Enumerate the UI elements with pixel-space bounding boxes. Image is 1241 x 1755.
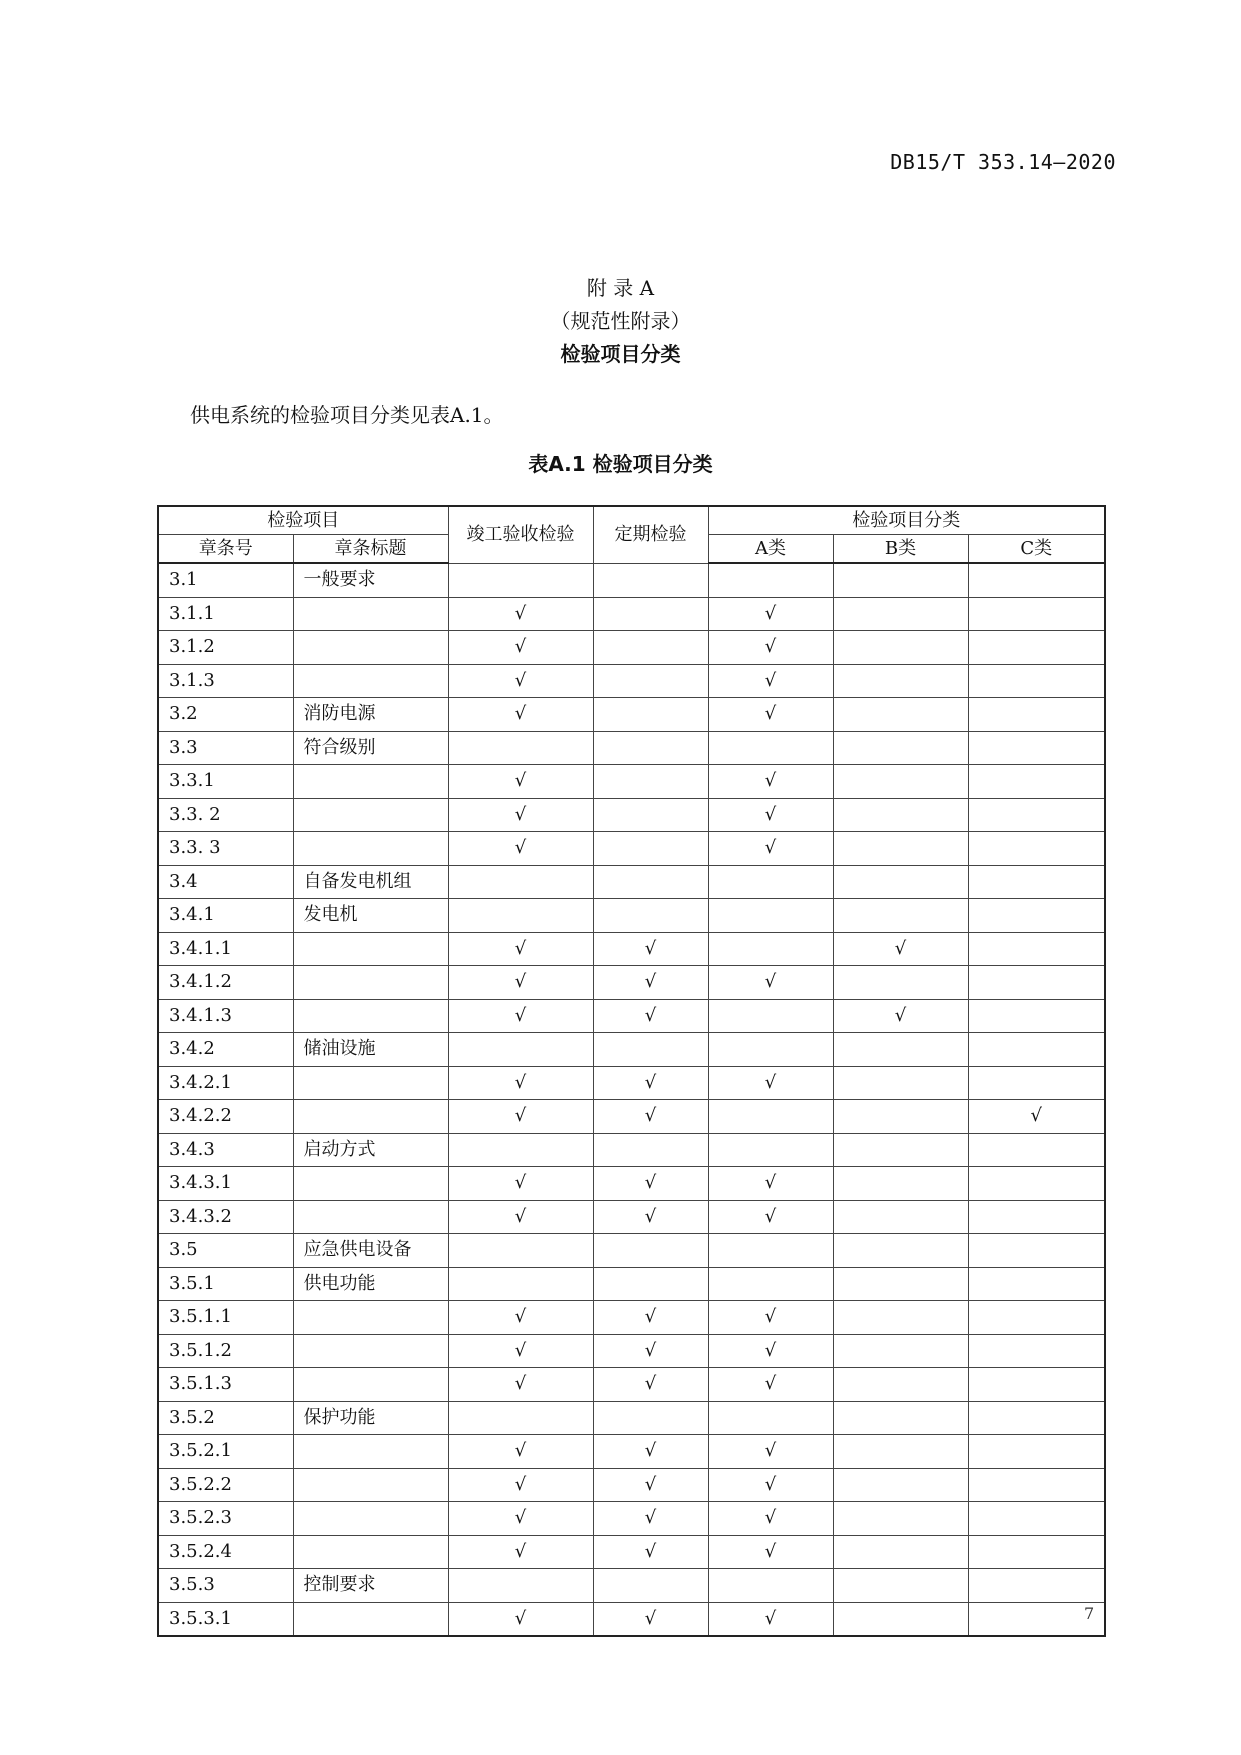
cell-chapter-number: 3.5 [158,1234,293,1268]
cell-chapter-title [293,1602,448,1636]
cell-chapter-title [293,798,448,832]
cell-category-a-check [708,865,833,899]
header-category-b: B类 [833,535,968,564]
cell-category-b-check [833,1502,968,1536]
cell-category-c-check [968,1066,1105,1100]
cell-completion-check: √ [448,1468,593,1502]
cell-category-a-check [708,1234,833,1268]
cell-chapter-number: 3.4.3 [158,1133,293,1167]
table-row [158,664,1105,698]
cell-chapter-number: 3.3.1 [158,765,293,799]
cell-category-a-check: √ [708,698,833,732]
cell-chapter-number: 3.4.1.1 [158,932,293,966]
cell-category-c-check [968,1234,1105,1268]
cell-category-b-check [833,832,968,866]
cell-chapter-number: 3.5.2 [158,1401,293,1435]
table-row [158,765,1105,799]
cell-category-c-check [968,698,1105,732]
table-row [158,1368,1105,1402]
cell-category-c-check [968,765,1105,799]
cell-periodic-check [593,698,708,732]
cell-chapter-number: 3.4.1 [158,899,293,933]
cell-category-b-check [833,563,968,597]
cell-chapter-number: 3.3. 2 [158,798,293,832]
cell-category-a-check [708,1401,833,1435]
header-category-a: A类 [708,535,833,564]
cell-completion-check: √ [448,1200,593,1234]
table-caption: 表A.1 检验项目分类 [528,452,713,476]
cell-chapter-title [293,1435,448,1469]
cell-completion-check: √ [448,698,593,732]
table-row [158,1401,1105,1435]
cell-periodic-check: √ [593,1602,708,1636]
cell-category-b-check [833,765,968,799]
cell-category-b-check [833,631,968,665]
cell-category-a-check: √ [708,1368,833,1402]
header-category-c: C类 [968,535,1105,564]
cell-chapter-title [293,631,448,665]
cell-chapter-title [293,999,448,1033]
cell-category-b-check [833,664,968,698]
cell-completion-check: √ [448,932,593,966]
cell-chapter-number: 3.4.3.2 [158,1200,293,1234]
appendix-label: 附 录 A [586,276,655,300]
cell-category-a-check: √ [708,664,833,698]
header-category-group: 检验项目分类 [708,506,1105,535]
cell-periodic-check: √ [593,932,708,966]
cell-category-c-check [968,1401,1105,1435]
cell-chapter-number: 3.5.1 [158,1267,293,1301]
cell-periodic-check [593,597,708,631]
cell-periodic-check: √ [593,1301,708,1335]
cell-completion-check: √ [448,832,593,866]
cell-category-a-check [708,999,833,1033]
cell-chapter-title [293,932,448,966]
cell-periodic-check: √ [593,966,708,1000]
cell-category-a-check: √ [708,765,833,799]
cell-category-c-check [968,832,1105,866]
cell-chapter-title [293,597,448,631]
cell-category-c-check [968,664,1105,698]
cell-completion-check [448,865,593,899]
cell-periodic-check: √ [593,1334,708,1368]
cell-category-c-check [968,999,1105,1033]
table-row [158,899,1105,933]
table-row [158,597,1105,631]
cell-chapter-number: 3.1.2 [158,631,293,665]
cell-chapter-number: 3.3. 3 [158,832,293,866]
cell-category-a-check: √ [708,1435,833,1469]
cell-category-c-check [968,1435,1105,1469]
cell-chapter-title [293,1167,448,1201]
cell-chapter-number: 3.5.1.1 [158,1301,293,1335]
cell-category-c-check [968,1535,1105,1569]
cell-category-b-check [833,1569,968,1603]
cell-completion-check: √ [448,631,593,665]
cell-completion-check: √ [448,1100,593,1134]
cell-completion-check: √ [448,966,593,1000]
inspection-classification-table [157,505,1106,1637]
cell-periodic-check [593,631,708,665]
cell-periodic-check: √ [593,1368,708,1402]
cell-completion-check: √ [448,1301,593,1335]
cell-periodic-check [593,1401,708,1435]
cell-chapter-title [293,832,448,866]
table-row [158,1602,1105,1636]
table-row [158,1133,1105,1167]
cell-category-b-check [833,698,968,732]
cell-category-c-check [968,1200,1105,1234]
cell-category-b-check [833,798,968,832]
cell-completion-check: √ [448,999,593,1033]
cell-chapter-number: 3.4.2.1 [158,1066,293,1100]
cell-completion-check: √ [448,597,593,631]
cell-chapter-title [293,966,448,1000]
cell-category-c-check [968,1301,1105,1335]
cell-chapter-title: 储油设施 [293,1033,448,1067]
cell-category-a-check: √ [708,1066,833,1100]
table-row [158,563,1105,597]
cell-chapter-title [293,664,448,698]
cell-chapter-title [293,1468,448,1502]
cell-chapter-title [293,1066,448,1100]
cell-category-b-check [833,899,968,933]
cell-periodic-check: √ [593,1066,708,1100]
cell-category-b-check [833,1200,968,1234]
cell-chapter-number: 3.4.1.2 [158,966,293,1000]
cell-chapter-title: 启动方式 [293,1133,448,1167]
table-row [158,1167,1105,1201]
cell-chapter-title: 保护功能 [293,1401,448,1435]
cell-completion-check: √ [448,664,593,698]
cell-completion-check [448,1033,593,1067]
cell-category-a-check: √ [708,1301,833,1335]
table-row [158,1066,1105,1100]
cell-chapter-number: 3.1.1 [158,597,293,631]
cell-periodic-check [593,1267,708,1301]
table-row [158,1100,1105,1134]
cell-completion-check: √ [448,1435,593,1469]
cell-periodic-check: √ [593,999,708,1033]
cell-category-b-check [833,1334,968,1368]
cell-chapter-title: 符合级别 [293,731,448,765]
cell-completion-check: √ [448,1167,593,1201]
cell-completion-check [448,1234,593,1268]
cell-periodic-check [593,1133,708,1167]
header-periodic-inspection: 定期检验 [593,506,708,563]
cell-completion-check [448,1267,593,1301]
cell-category-b-check [833,1602,968,1636]
cell-category-a-check: √ [708,1468,833,1502]
cell-periodic-check: √ [593,1468,708,1502]
cell-category-a-check: √ [708,1200,833,1234]
cell-category-b-check [833,1535,968,1569]
cell-category-c-check [968,798,1105,832]
cell-category-a-check [708,563,833,597]
cell-chapter-number: 3.4.1.3 [158,999,293,1033]
header-chapter-number: 章条号 [158,535,293,564]
cell-category-b-check [833,1100,968,1134]
cell-category-b-check [833,966,968,1000]
cell-chapter-title [293,1334,448,1368]
table-row [158,798,1105,832]
cell-category-a-check: √ [708,597,833,631]
header-chapter-title: 章条标题 [293,535,448,564]
cell-periodic-check [593,1033,708,1067]
cell-category-c-check [968,865,1105,899]
cell-periodic-check [593,664,708,698]
table-row [158,1234,1105,1268]
cell-completion-check [448,731,593,765]
cell-chapter-title: 一般要求 [293,563,448,597]
table-row [158,1569,1105,1603]
table-row [158,631,1105,665]
cell-completion-check: √ [448,1066,593,1100]
cell-category-a-check: √ [708,1502,833,1536]
table-body [158,563,1105,1636]
cell-category-b-check [833,597,968,631]
cell-category-b-check [833,1167,968,1201]
cell-chapter-title [293,1502,448,1536]
cell-category-c-check [968,899,1105,933]
cell-category-c-check [968,1033,1105,1067]
table-row [158,1334,1105,1368]
cell-chapter-title: 发电机 [293,899,448,933]
cell-chapter-title [293,1535,448,1569]
cell-periodic-check: √ [593,1167,708,1201]
cell-completion-check: √ [448,798,593,832]
cell-category-a-check [708,731,833,765]
cell-category-c-check [968,631,1105,665]
cell-category-c-check [968,1569,1105,1603]
cell-chapter-number: 3.5.2.2 [158,1468,293,1502]
cell-category-c-check [968,1167,1105,1201]
cell-category-c-check [968,731,1105,765]
cell-category-a-check [708,1133,833,1167]
cell-chapter-number: 3.5.1.2 [158,1334,293,1368]
cell-category-c-check [968,1267,1105,1301]
cell-completion-check: √ [448,1602,593,1636]
cell-category-c-check [968,932,1105,966]
cell-completion-check: √ [448,1535,593,1569]
cell-category-b-check [833,1267,968,1301]
cell-chapter-number: 3.5.2.3 [158,1502,293,1536]
cell-category-a-check [708,1569,833,1603]
cell-chapter-title [293,1100,448,1134]
cell-chapter-title: 控制要求 [293,1569,448,1603]
table-row [158,1468,1105,1502]
table-row [158,1033,1105,1067]
cell-category-a-check: √ [708,798,833,832]
cell-chapter-title: 应急供电设备 [293,1234,448,1268]
cell-periodic-check [593,899,708,933]
cell-periodic-check [593,1234,708,1268]
cell-chapter-number: 3.3 [158,731,293,765]
cell-chapter-number: 3.5.1.3 [158,1368,293,1402]
cell-category-c-check [968,597,1105,631]
cell-category-a-check: √ [708,631,833,665]
cell-completion-check: √ [448,1368,593,1402]
cell-chapter-number: 3.5.3.1 [158,1602,293,1636]
cell-periodic-check [593,731,708,765]
cell-category-a-check: √ [708,1334,833,1368]
cell-category-b-check [833,1368,968,1402]
cell-category-a-check: √ [708,832,833,866]
cell-category-c-check [968,563,1105,597]
cell-chapter-title [293,765,448,799]
cell-category-c-check [968,1468,1105,1502]
cell-periodic-check: √ [593,1100,708,1134]
cell-chapter-title [293,1200,448,1234]
cell-category-a-check [708,1267,833,1301]
cell-category-b-check [833,865,968,899]
cell-periodic-check: √ [593,1435,708,1469]
cell-chapter-title [293,1368,448,1402]
cell-category-c-check [968,1334,1105,1368]
cell-category-c-check: √ [968,1100,1105,1134]
cell-chapter-number: 3.5.2.4 [158,1535,293,1569]
cell-chapter-title [293,1301,448,1335]
table-row [158,1502,1105,1536]
cell-chapter-number: 3.1.3 [158,664,293,698]
intro-paragraph: 供电系统的检验项目分类见表A.1。 [190,403,504,427]
table-row [158,1535,1105,1569]
cell-category-b-check [833,1301,968,1335]
cell-chapter-number: 3.4.2.2 [158,1100,293,1134]
table-row [158,865,1105,899]
cell-category-b-check [833,1133,968,1167]
header-inspection-item: 检验项目 [158,506,448,535]
cell-category-a-check: √ [708,1535,833,1569]
cell-category-b-check [833,1033,968,1067]
cell-periodic-check [593,1569,708,1603]
document-code: DB15/T 353.14—2020 [890,150,1116,174]
cell-category-a-check [708,899,833,933]
cell-completion-check: √ [448,1502,593,1536]
table-row [158,1267,1105,1301]
cell-periodic-check [593,832,708,866]
cell-chapter-number: 3.4.2 [158,1033,293,1067]
cell-completion-check [448,1401,593,1435]
cell-category-b-check [833,1435,968,1469]
cell-category-a-check: √ [708,1167,833,1201]
table-row [158,1200,1105,1234]
cell-periodic-check [593,563,708,597]
cell-chapter-title: 供电功能 [293,1267,448,1301]
cell-chapter-number: 3.5.2.1 [158,1435,293,1469]
cell-completion-check [448,563,593,597]
table-row [158,1435,1105,1469]
cell-completion-check: √ [448,1334,593,1368]
cell-periodic-check: √ [593,1200,708,1234]
cell-periodic-check: √ [593,1502,708,1536]
table-row [158,1301,1105,1335]
cell-category-b-check [833,1468,968,1502]
appendix-title: 检验项目分类 [560,342,681,366]
cell-completion-check [448,899,593,933]
table-row [158,999,1105,1033]
cell-periodic-check [593,798,708,832]
cell-completion-check [448,1569,593,1603]
appendix-type: （规范性附录） [550,309,691,333]
cell-category-b-check [833,1234,968,1268]
cell-category-b-check [833,731,968,765]
cell-chapter-number: 3.4 [158,865,293,899]
cell-periodic-check [593,865,708,899]
cell-chapter-number: 3.1 [158,563,293,597]
cell-chapter-number: 3.2 [158,698,293,732]
cell-periodic-check: √ [593,1535,708,1569]
cell-category-a-check: √ [708,1602,833,1636]
cell-category-c-check [968,1368,1105,1402]
cell-periodic-check [593,765,708,799]
cell-chapter-title: 消防电源 [293,698,448,732]
table-row [158,932,1105,966]
cell-category-c-check [968,1502,1105,1536]
cell-category-a-check [708,932,833,966]
cell-completion-check [448,1133,593,1167]
cell-chapter-number: 3.5.3 [158,1569,293,1603]
cell-category-c-check [968,1133,1105,1167]
cell-category-a-check [708,1033,833,1067]
cell-category-b-check [833,1066,968,1100]
cell-chapter-number: 3.4.3.1 [158,1167,293,1201]
cell-category-a-check [708,1100,833,1134]
cell-category-b-check [833,1401,968,1435]
table-row [158,832,1105,866]
cell-category-c-check [968,966,1105,1000]
cell-category-b-check: √ [833,932,968,966]
cell-category-b-check: √ [833,999,968,1033]
table-row [158,698,1105,732]
header-completion-inspection: 竣工验收检验 [448,506,593,563]
table-row [158,731,1105,765]
page-number: 7 [1084,1604,1095,1623]
cell-completion-check: √ [448,765,593,799]
cell-chapter-title: 自备发电机组 [293,865,448,899]
cell-category-a-check: √ [708,966,833,1000]
table-row [158,966,1105,1000]
